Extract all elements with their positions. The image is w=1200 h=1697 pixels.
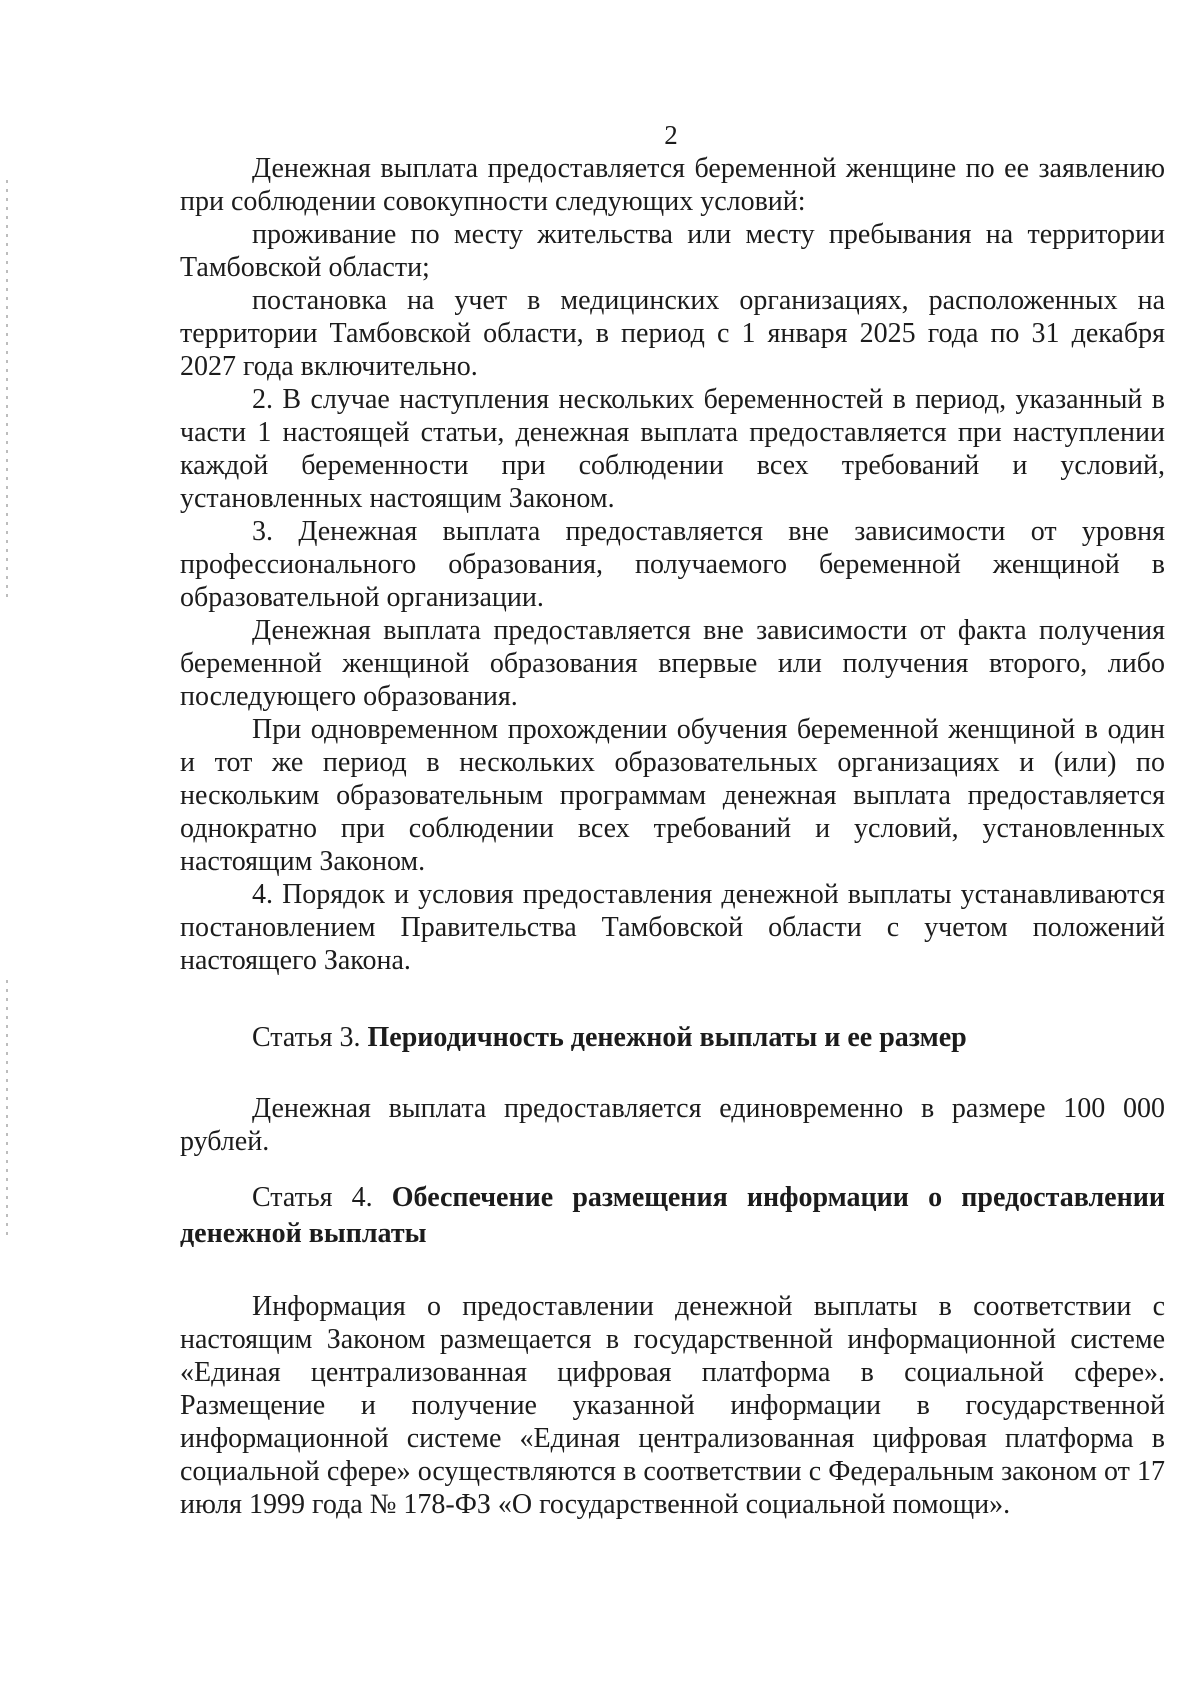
article-2-continuation bbox=[180, 152, 1165, 977]
article-3-title: Периодичность денежной выплаты и ее размер bbox=[367, 1022, 967, 1053]
article-4-prefix: Статья 4. bbox=[252, 1182, 392, 1213]
article-4-heading bbox=[180, 1180, 1165, 1252]
page-number: 2 bbox=[664, 120, 678, 150]
article-3-body bbox=[180, 1092, 1165, 1158]
paragraph: Денежная выплата предоставляется единовременно в размере 100 000 рублей. bbox=[180, 1093, 1165, 1157]
paragraph: Денежная выплата предоставляется вне зависимости от факта получения беременной женщиной образования впервые или получения второго, либо последующего образования. bbox=[180, 615, 1165, 712]
article-3-heading bbox=[180, 1020, 1165, 1056]
paragraph: 3. Денежная выплата предоставляется вне зависимости от уровня профессионального образования, получаемого беременной женщиной в образовательной организации. bbox=[180, 516, 1165, 613]
paragraph: проживание по месту жительства или месту пребывания на территории Тамбовской области; bbox=[180, 219, 1165, 283]
paragraph: Денежная выплата предоставляется беременной женщине по ее заявлению при соблюдении совокупности следующих условий: bbox=[180, 153, 1165, 217]
binding-marks bbox=[6, 180, 8, 600]
binding-marks bbox=[6, 980, 8, 1240]
article-3-prefix: Статья 3. bbox=[252, 1022, 368, 1053]
paragraph: постановка на учет в медицинских организациях, расположенных на территории Тамбовской области, в период с 1 января 2025 года по 31 декабря 2027 года включительно. bbox=[180, 285, 1165, 382]
paragraph: 2. В случае наступления нескольких беременностей в период, указанный в части 1 настоящей статьи, денежная выплата предоставляется при наступлении каждой беременности при соблюдении всех требований и условий, установленных настоящим Законом. bbox=[180, 384, 1165, 514]
paragraph: 4. Порядок и условия предоставления денежной выплаты устанавливаются постановлением Правительства Тамбовской области с учетом положений настоящего Закона. bbox=[180, 879, 1165, 976]
paragraph: Информация о предоставлении денежной выплаты в соответствии с настоящим Законом размещается в государственной информационной системе «Единая централизованная цифровая платформа в социальной сфере». Размещение и получение указанной информации в государственной информационной системе «Единая централизованная цифровая платформа в социальной сфере» осуществляются в соответствии с Федеральным законом от 17 июля 1999 года № 178-ФЗ «О государственной социальной помощи». bbox=[180, 1291, 1165, 1520]
article-4-title: Обеспечение размещения информации о предоставлении денежной выплаты bbox=[180, 1182, 1165, 1249]
article-4-body bbox=[180, 1290, 1165, 1521]
paragraph: При одновременном прохождении обучения беременной женщиной в один и тот же период в нескольких образовательных организациях и (или) по нескольким образовательным программам денежная выплата предоставляется однократно при соблюдении всех требований и условий, установленных настоящим Законом. bbox=[180, 714, 1165, 877]
